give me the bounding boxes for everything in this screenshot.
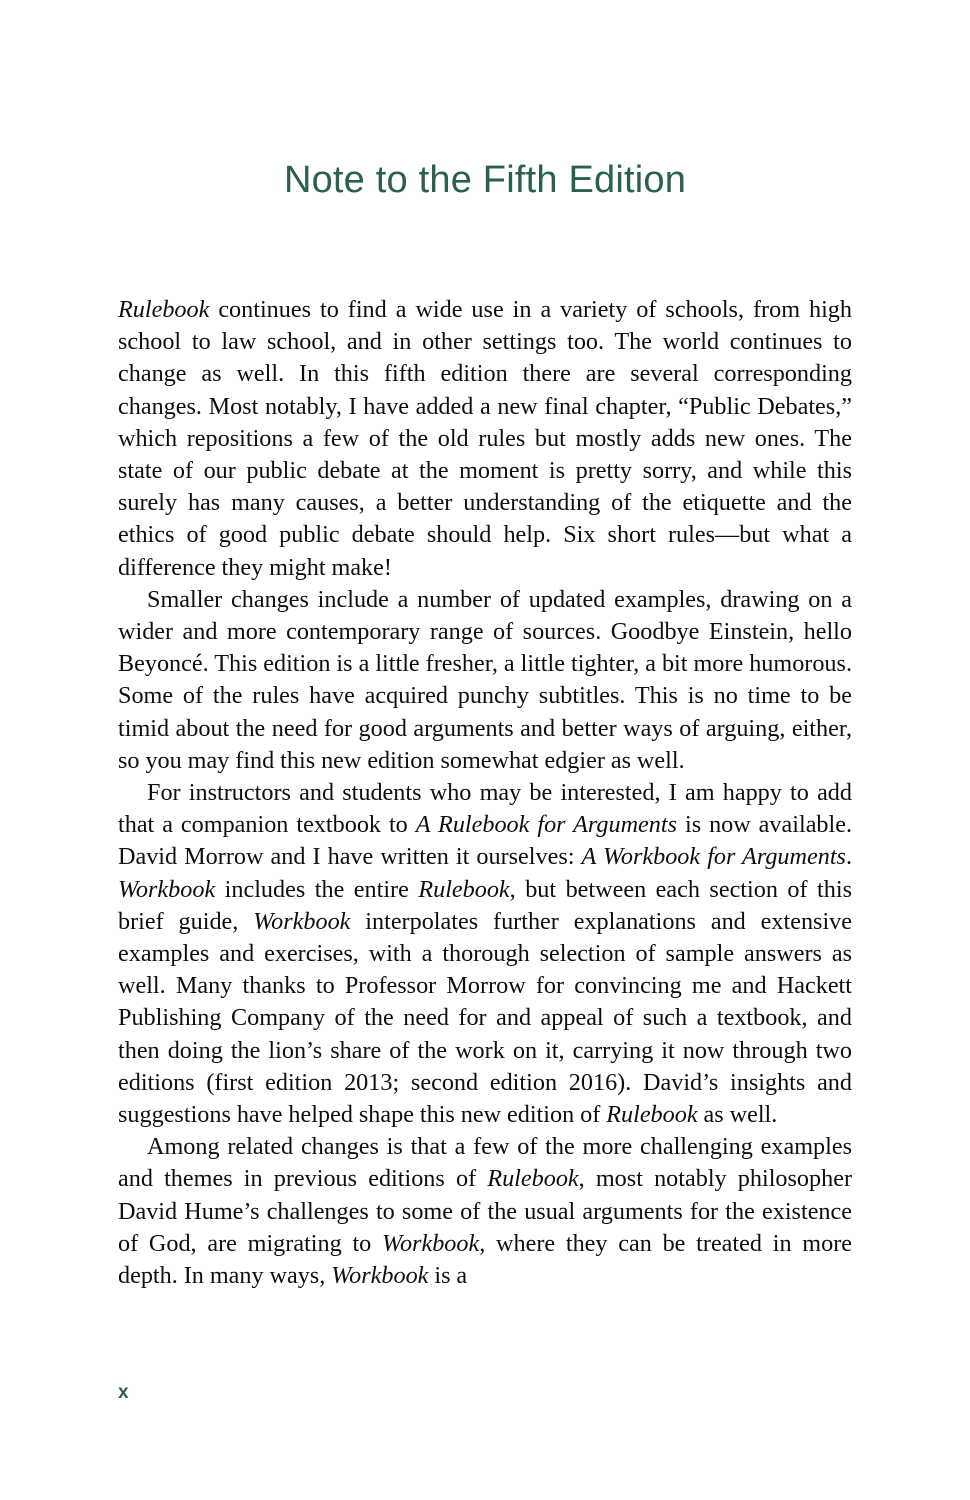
italic-title-run: Workbook bbox=[382, 1229, 480, 1257]
paragraph-2 bbox=[118, 584, 852, 777]
italic-title-run: A Workbook for Arguments bbox=[581, 843, 846, 871]
text-run: , most notably philosopher David Hume’s challenges to some of the usual arguments for the existence of God, are migrating to bbox=[118, 1165, 853, 1257]
text-run: , where they can be treated in more depth. In many ways, bbox=[118, 1229, 852, 1290]
text-run: For instructors and students who may be interested, I am happy to add that a companion textbook to bbox=[118, 779, 852, 839]
italic-title-run: Workbook bbox=[253, 907, 351, 935]
paragraph-4 bbox=[118, 1131, 852, 1292]
italic-title-run: Rulebook bbox=[487, 1165, 579, 1193]
text-run: includes the entire bbox=[215, 875, 419, 903]
text-run: is now available. David Morrow and I have written it ourselves: bbox=[118, 811, 853, 871]
page-title: Note to the Fifth Edition bbox=[283, 159, 687, 202]
text-run: Smaller changes include a number of updated examples, drawing on a wider and more contemporary range of sources. Goodbye Einstein, hello Beyoncé. This edition is a little fresher, a little tighter, a bit more humorous. Some of the rules have acquired punchy subtitles. This is no time to be timid about the need for good arguments and better ways of arguing, either, so you may find this new edition somewhat edgier as well. bbox=[118, 585, 852, 774]
italic-title-run: Workbook bbox=[118, 875, 216, 903]
italic-title-run: Rulebook bbox=[118, 296, 210, 323]
italic-title-run: Rulebook bbox=[418, 875, 510, 903]
italic-title-run: A Rulebook for Arguments bbox=[415, 811, 678, 839]
text-run: , but between each section of this brief guide, bbox=[118, 875, 852, 935]
page-number: x bbox=[118, 1382, 129, 1403]
text-run: is a bbox=[428, 1262, 468, 1290]
text-run: interpolates further explanations and extensive examples and exercises, with a thorough selection of sample answers as well. Many thanks to Professor Morrow for convincing me and Hackett Publishing Company of the need for and appeal of such a textbook, and then doing the lion’s share of the work on it, carrying it now through two editions (first edition 2013; second edition 2016). David’s insights and suggestions have helped shape this new edition of bbox=[118, 907, 852, 1129]
body-text-block bbox=[118, 294, 852, 1292]
paragraph-3 bbox=[118, 777, 852, 1131]
paragraph-1 bbox=[118, 294, 852, 584]
text-run: Among related changes is that a few of the more challenging examples and themes in previous editions of bbox=[118, 1133, 852, 1193]
text-run: continues to find a wide use in a variety of schools, from high school to law school, and in other settings too. The world continues to change as well. In this fifth edition there are several corresponding changes. Most notably, I have added a new final chapter, “Public Debates,” which repositions a few of the old rules but mostly adds new ones. The state of our public debate at the moment is pretty sorry, and while this surely has many causes, a better understanding of the etiquette and the ethics of good public debate should help. Six short rules—but what a difference they might make! bbox=[118, 296, 852, 581]
text-run: . bbox=[845, 843, 852, 871]
italic-title-run: Workbook bbox=[331, 1262, 429, 1290]
text-run: as well. bbox=[697, 1101, 778, 1129]
italic-title-run: Rulebook bbox=[606, 1101, 698, 1129]
